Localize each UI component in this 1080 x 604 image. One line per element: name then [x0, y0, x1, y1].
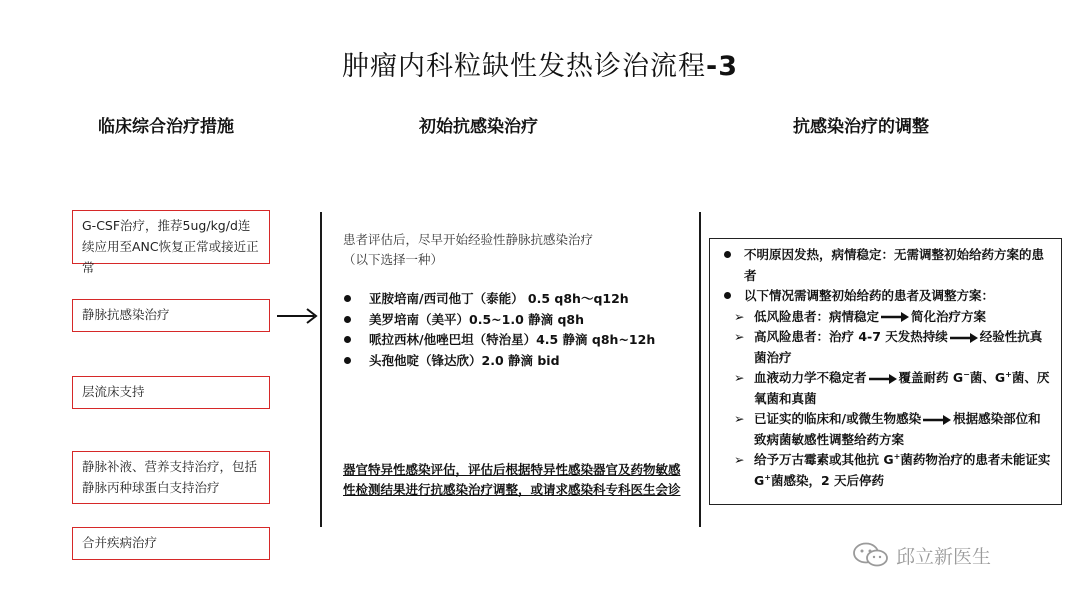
chevron-right-icon: ➢ [734, 370, 745, 385]
measure-box-fluid-nutrition: 静脉补液、营养支持治疗，包括静脉丙种球蛋白支持治疗 [72, 451, 270, 504]
wechat-icon [852, 542, 890, 568]
column-heading-left: 临床综合治疗措施 [98, 117, 234, 137]
intro-line-2: （以下选择一种） [343, 252, 444, 267]
adjust-sub-hemodynamic: ➢ 血液动力学不稳定者 覆盖耐药 G−菌、G+菌、厌氧菌和真菌 [734, 369, 1050, 406]
arrow-right-icon [950, 333, 978, 343]
measure-box-iv-anti-infection: 静脉抗感染治疗 [72, 299, 270, 332]
divider-right [699, 212, 701, 527]
drug-option-piperacillin: 哌拉西林/他唑巴坦（特治星）4.5 静滴 q8h~12h [343, 330, 683, 351]
adjust-sub-high-risk: ➢ 高风险患者：治疗 4-7 天发热持续 经验性抗真菌治疗 [734, 329, 1043, 365]
arrow-right-icon [869, 374, 897, 384]
title-suffix: -3 [706, 51, 738, 82]
divider-left [320, 212, 322, 527]
arrow-right-icon [923, 415, 951, 425]
adjust-sub-low-risk: ➢ 低风险患者：病情稳定 简化治疗方案 [722, 307, 1051, 328]
measure-box-comorbidity: 合并疾病治疗 [72, 527, 270, 560]
page-title [0, 44, 1080, 83]
measure-box-gcsf: G-CSF治疗，推荐5ug/kg/d连续应用至ANC恢复正常或接近正常 [72, 210, 270, 264]
chevron-right-icon: ➢ [734, 329, 745, 344]
chevron-right-icon: ➢ [734, 308, 745, 324]
adjustment-box [709, 238, 1062, 505]
adjust-item-unexplained-fever: 不明原因发热，病情稳定：无需调整初始给药方案的患者 [722, 245, 1051, 286]
initial-treatment-intro [343, 230, 673, 270]
arrow-right-icon [881, 312, 909, 322]
drug-option-imipenem: 亚胺培南/西司他丁（泰能） 0.5 q8h～q12h [343, 289, 683, 310]
drug-options-list [343, 289, 683, 371]
flow-arrow-icon [276, 303, 320, 329]
chevron-right-icon: ➢ [734, 452, 745, 467]
drug-option-ceftazidime: 头孢他啶（锋达欣）2.0 静滴 bid [343, 351, 683, 372]
intro-line-1: 患者评估后，尽早开始经验性静脉抗感染治疗 [343, 232, 594, 247]
watermark-text: 邱立新医生 [896, 545, 992, 568]
measure-box-laminar-flow-bed: 层流床支持 [72, 376, 270, 409]
watermark [852, 540, 991, 570]
organ-specific-note: 器官特异性感染评估，评估后根据特异性感染器官及药物敏感性检测结果进行抗感染治疗调整，或请求感染科专科医生会诊 [343, 462, 681, 497]
adjust-sub-vancomycin: ➢ 给予万古霉素或其他抗 G+菌药物治疗的患者未能证实 G+菌感染，2 天后停药 [734, 451, 1051, 488]
column-heading-right: 抗感染治疗的调整 [793, 117, 929, 137]
title-main: 肿瘤内科粒缺性发热诊治流程 [342, 51, 706, 82]
adjust-item-needs-adjustment: 以下情况需调整初始给药的患者及调整方案： [722, 286, 1051, 307]
adjust-sub-confirmed-infection: ➢ 已证实的临床和/或微生物感染 根据感染部位和致病菌敏感性调整给药方案 [734, 411, 1041, 447]
chevron-right-icon: ➢ [734, 411, 745, 426]
drug-option-meropenem: 美罗培南（美平）0.5~1.0 静滴 q8h [343, 310, 683, 331]
column-heading-middle: 初始抗感染治疗 [419, 117, 538, 137]
